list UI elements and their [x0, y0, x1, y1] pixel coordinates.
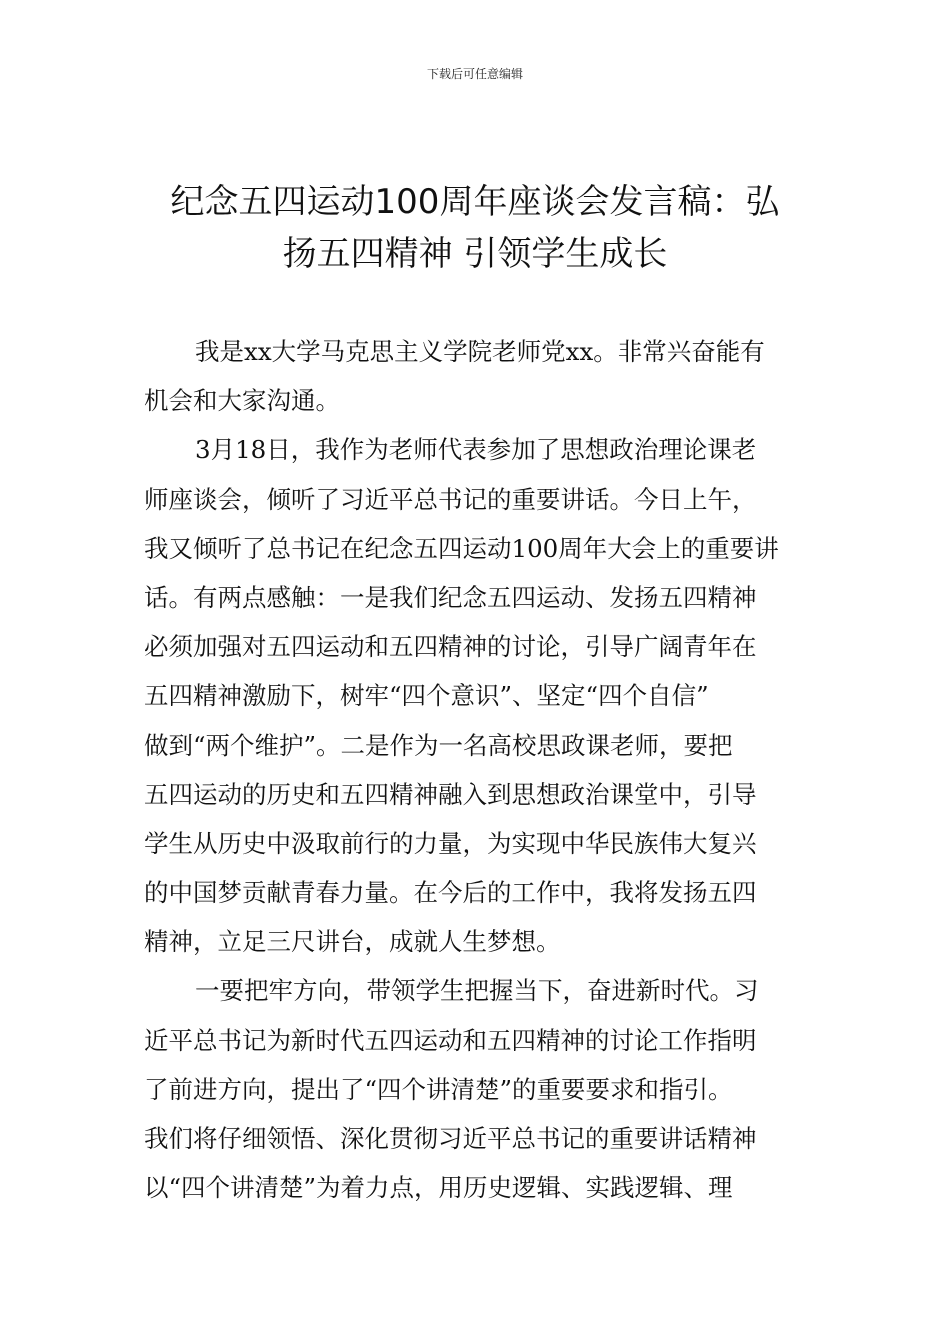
paragraph-line: 做到“两个维护”。二是作为一名高校思政课老师，要把: [144, 730, 733, 760]
paragraph-line: 话。有两点感触：一是我们纪念五四运动、发扬五四精神: [144, 582, 757, 612]
paragraph-line: 师座谈会，倾听了习近平总书记的重要讲话。今日上午，: [144, 484, 757, 514]
paragraph-line: 我们将仔细领悟、深化贯彻习近平总书记的重要讲话精神: [144, 1124, 757, 1153]
paragraph-line: 我又倾听了总书记在纪念五四运动100周年大会上的重要讲: [144, 533, 779, 563]
paragraph-line: 五四精神激励下，树牢“四个意识”、坚定“四个自信”: [144, 681, 709, 711]
document-body: [144, 327, 809, 1212]
paragraph-line: 近平总书记为新时代五四运动和五四精神的讨论工作指明: [144, 1025, 757, 1055]
paragraph-line: 五四运动的历史和五四精神融入到思想政治课堂中，引导: [144, 779, 757, 809]
paragraph-3: [144, 966, 809, 1212]
header-note: 下载后可任意编辑: [426, 67, 523, 81]
paragraph-line: 学生从历史中汲取前行的力量，为实现中华民族伟大复兴: [144, 828, 757, 858]
title-line-1: 纪念五四运动100周年座谈会发言稿：弘: [170, 182, 780, 222]
paragraph-line: 3月18日，我作为老师代表参加了思想政治理论课老: [195, 435, 757, 465]
paragraph-line: 机会和大家沟通。: [144, 386, 340, 416]
paragraph-2: [144, 425, 809, 966]
document-title: [120, 176, 830, 280]
paragraph-1: [144, 327, 809, 425]
paragraph-line: 的中国梦贡献青春力量。在今后的工作中，我将发扬五四: [144, 878, 757, 908]
paragraph-line: 必须加强对五四运动和五四精神的讨论，引导广阔青年在: [144, 632, 757, 662]
paragraph-line: 了前进方向，提出了“四个讲清楚”的重要要求和指引。: [144, 1074, 733, 1104]
paragraph-line: 我是xx大学马克思主义学院老师党xx。非常兴奋能有: [195, 337, 765, 366]
paragraph-line: 一要把牢方向，带领学生把握当下，奋进新时代。习: [195, 976, 759, 1006]
paragraph-line: 以“四个讲清楚”为着力点，用历史逻辑、实践逻辑、理: [144, 1173, 733, 1203]
paragraph-line: 精神，立足三尺讲台，成就人生梦想。: [144, 927, 561, 957]
title-line-2: 扬五四精神 引领学生成长: [282, 234, 668, 274]
